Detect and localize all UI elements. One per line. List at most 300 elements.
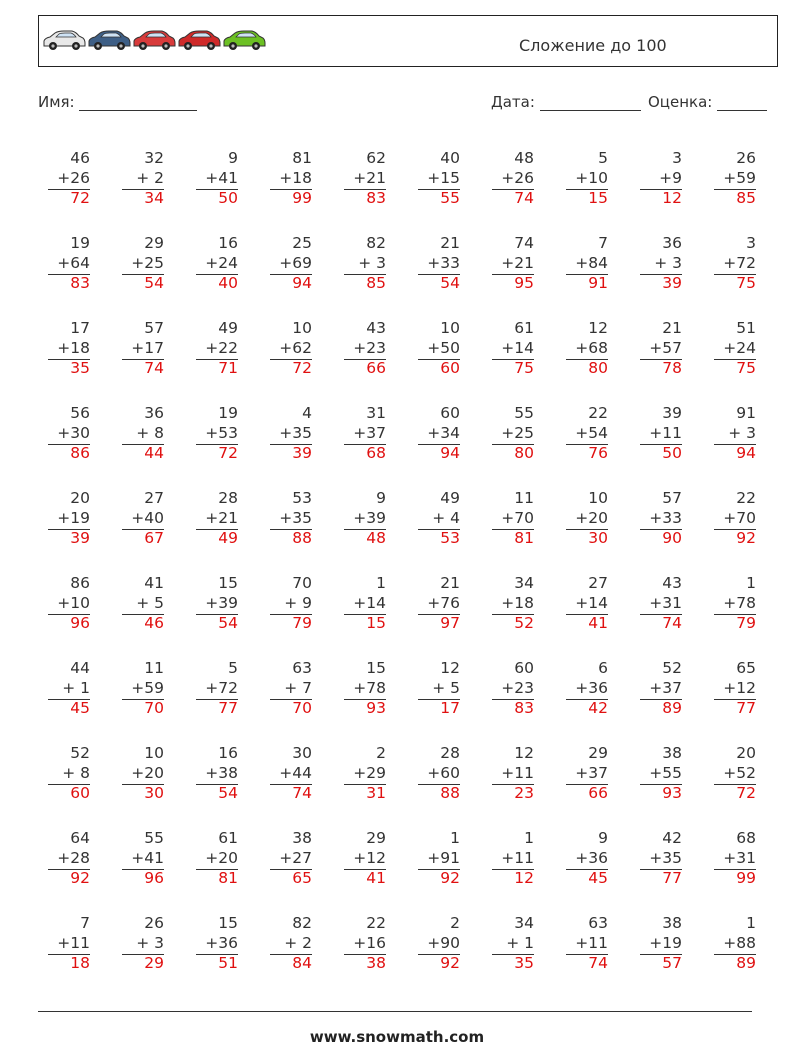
answer: 92: [736, 529, 756, 547]
answer: 45: [70, 699, 90, 717]
addend-bottom: +18: [279, 168, 312, 187]
problem: [188, 574, 238, 634]
problem: [632, 659, 682, 719]
addend-bottom: + 3: [136, 933, 164, 952]
addend-bottom: +21: [353, 168, 386, 187]
problem: [632, 404, 682, 464]
answer: 81: [218, 869, 238, 887]
problem: [40, 574, 90, 634]
problem: [262, 319, 312, 379]
addend-top: 40: [440, 149, 460, 167]
addend-top: 29: [588, 744, 608, 762]
date-field[interactable]: [491, 93, 641, 111]
problem: [632, 914, 682, 974]
problem: [114, 914, 164, 974]
grade-blank[interactable]: [717, 96, 767, 111]
addend-bottom: +16: [353, 933, 386, 952]
addend-bottom: +36: [575, 678, 608, 697]
addend-top: 2: [450, 914, 460, 932]
answer: 66: [588, 784, 608, 802]
name-label: Имя:: [38, 93, 75, 111]
answer: 80: [514, 444, 534, 462]
answer: 57: [662, 954, 682, 972]
answer: 54: [144, 274, 164, 292]
problem: [188, 404, 238, 464]
addend-bottom: +34: [427, 423, 460, 442]
problem: [262, 914, 312, 974]
addend-top: 34: [514, 574, 534, 592]
addend-top: 51: [736, 319, 756, 337]
answer: 75: [514, 359, 534, 377]
addend-top: 38: [292, 829, 312, 847]
addend-top: 15: [366, 659, 386, 677]
addend-top: 3: [672, 149, 682, 167]
problem: [40, 829, 90, 889]
problem: [632, 319, 682, 379]
problem: [410, 829, 460, 889]
addend-bottom: +55: [649, 763, 682, 782]
answer: 99: [736, 869, 756, 887]
addend-top: 36: [144, 404, 164, 422]
addend-bottom: +41: [205, 168, 238, 187]
answer: 93: [366, 699, 386, 717]
addend-bottom: +11: [57, 933, 90, 952]
addend-bottom: +50: [427, 338, 460, 357]
problem: [632, 149, 682, 209]
addend-top: 9: [376, 489, 386, 507]
date-label: Дата:: [491, 93, 535, 111]
answer: 54: [218, 784, 238, 802]
answer: 72: [218, 444, 238, 462]
answer: 90: [662, 529, 682, 547]
answer: 42: [588, 699, 608, 717]
addend-bottom: + 7: [284, 678, 312, 697]
addend-bottom: +14: [501, 338, 534, 357]
addend-top: 21: [440, 234, 460, 252]
addend-top: 1: [524, 829, 534, 847]
answer: 39: [292, 444, 312, 462]
answer: 95: [514, 274, 534, 292]
addend-top: 41: [144, 574, 164, 592]
addend-bottom: +68: [575, 338, 608, 357]
addend-top: 21: [440, 574, 460, 592]
answer: 50: [218, 189, 238, 207]
addend-bottom: +12: [723, 678, 756, 697]
problem: [262, 404, 312, 464]
answer: 77: [662, 869, 682, 887]
addend-top: 30: [292, 744, 312, 762]
addend-top: 1: [746, 574, 756, 592]
problem: [706, 744, 756, 804]
answer: 84: [292, 954, 312, 972]
addend-top: 60: [440, 404, 460, 422]
answer: 29: [144, 954, 164, 972]
problem: [40, 744, 90, 804]
answer: 31: [366, 784, 386, 802]
blue-car-icon: [89, 31, 130, 50]
answer: 30: [144, 784, 164, 802]
addend-top: 7: [80, 914, 90, 932]
addend-top: 49: [218, 319, 238, 337]
answer: 89: [736, 954, 756, 972]
problem: [558, 319, 608, 379]
problem: [410, 234, 460, 294]
problem: [336, 829, 386, 889]
problem: [484, 829, 534, 889]
addend-top: 19: [218, 404, 238, 422]
addend-bottom: +60: [427, 763, 460, 782]
answer: 77: [736, 699, 756, 717]
addend-top: 22: [588, 404, 608, 422]
addend-bottom: +31: [723, 848, 756, 867]
addend-top: 46: [70, 149, 90, 167]
addend-bottom: +35: [279, 508, 312, 527]
addend-bottom: +24: [723, 338, 756, 357]
addend-top: 26: [144, 914, 164, 932]
addend-top: 16: [218, 744, 238, 762]
problem: [410, 489, 460, 549]
addend-bottom: +25: [501, 423, 534, 442]
addend-top: 21: [662, 319, 682, 337]
addend-top: 10: [292, 319, 312, 337]
worksheet-title: Сложение до 100: [519, 36, 667, 55]
problem: [262, 829, 312, 889]
answer: 75: [736, 274, 756, 292]
addend-bottom: +40: [131, 508, 164, 527]
addend-top: 55: [144, 829, 164, 847]
addend-top: 68: [736, 829, 756, 847]
red-car-icon: [134, 31, 175, 50]
addend-bottom: +11: [501, 848, 534, 867]
problem: [114, 829, 164, 889]
problem: [336, 744, 386, 804]
addend-top: 82: [292, 914, 312, 932]
problem: [632, 234, 682, 294]
answer: 74: [292, 784, 312, 802]
problem: [558, 744, 608, 804]
problem: [706, 574, 756, 634]
addend-bottom: +35: [279, 423, 312, 442]
addend-top: 10: [440, 319, 460, 337]
answer: 39: [70, 529, 90, 547]
addend-bottom: +28: [57, 848, 90, 867]
problem: [114, 234, 164, 294]
date-blank[interactable]: [540, 96, 641, 111]
addend-bottom: +19: [649, 933, 682, 952]
addend-top: 10: [588, 489, 608, 507]
addend-top: 44: [70, 659, 90, 677]
addend-bottom: +29: [353, 763, 386, 782]
addend-top: 17: [70, 319, 90, 337]
addend-top: 43: [366, 319, 386, 337]
problem: [114, 659, 164, 719]
answer: 99: [292, 189, 312, 207]
problem: [336, 404, 386, 464]
addend-top: 70: [292, 574, 312, 592]
answer: 91: [588, 274, 608, 292]
answer: 94: [292, 274, 312, 292]
addend-top: 55: [514, 404, 534, 422]
addend-top: 1: [450, 829, 460, 847]
addend-top: 15: [218, 574, 238, 592]
answer: 80: [588, 359, 608, 377]
addend-top: 65: [736, 659, 756, 677]
addend-top: 9: [228, 149, 238, 167]
grade-field[interactable]: [648, 93, 767, 111]
problem: [188, 319, 238, 379]
problem: [336, 489, 386, 549]
answer: 72: [70, 189, 90, 207]
answer: 17: [440, 699, 460, 717]
cars-banner: [42, 28, 272, 54]
addend-top: 6: [598, 659, 608, 677]
problem: [114, 489, 164, 549]
addend-top: 63: [588, 914, 608, 932]
addend-bottom: +37: [353, 423, 386, 442]
addend-bottom: +11: [649, 423, 682, 442]
addend-bottom: +37: [575, 763, 608, 782]
addend-bottom: +30: [57, 423, 90, 442]
addend-top: 34: [514, 914, 534, 932]
answer: 70: [292, 699, 312, 717]
addend-bottom: +72: [205, 678, 238, 697]
answer: 92: [70, 869, 90, 887]
answer: 45: [588, 869, 608, 887]
addend-bottom: +72: [723, 253, 756, 272]
problem: [558, 234, 608, 294]
addend-bottom: +57: [649, 338, 682, 357]
addend-top: 52: [662, 659, 682, 677]
addend-bottom: +52: [723, 763, 756, 782]
addend-bottom: +10: [57, 593, 90, 612]
answer: 92: [440, 869, 460, 887]
answer: 12: [662, 189, 682, 207]
addend-top: 56: [70, 404, 90, 422]
answer: 94: [736, 444, 756, 462]
answer: 52: [514, 614, 534, 632]
answer: 97: [440, 614, 460, 632]
problem: [40, 234, 90, 294]
problem: [484, 659, 534, 719]
answer: 30: [588, 529, 608, 547]
problem: [188, 829, 238, 889]
problem: [484, 489, 534, 549]
addend-top: 64: [70, 829, 90, 847]
answer: 76: [588, 444, 608, 462]
answer: 93: [662, 784, 682, 802]
answer: 81: [514, 529, 534, 547]
problem: [410, 744, 460, 804]
addend-bottom: +35: [649, 848, 682, 867]
addend-bottom: +23: [501, 678, 534, 697]
answer: 65: [292, 869, 312, 887]
problem: [706, 234, 756, 294]
problem: [336, 659, 386, 719]
addend-top: 26: [736, 149, 756, 167]
addend-top: 15: [218, 914, 238, 932]
problem: [40, 659, 90, 719]
addend-bottom: +37: [649, 678, 682, 697]
answer: 67: [144, 529, 164, 547]
answer: 50: [662, 444, 682, 462]
answer: 74: [144, 359, 164, 377]
grade-label: Оценка:: [648, 93, 713, 111]
addend-bottom: +53: [205, 423, 238, 442]
answer: 88: [292, 529, 312, 547]
problem: [410, 149, 460, 209]
answer: 66: [366, 359, 386, 377]
problem: [114, 744, 164, 804]
problem: [484, 914, 534, 974]
addend-bottom: + 8: [136, 423, 164, 442]
problem: [632, 574, 682, 634]
answer: 15: [588, 189, 608, 207]
addend-bottom: +70: [723, 508, 756, 527]
addend-top: 10: [144, 744, 164, 762]
addend-bottom: +78: [353, 678, 386, 697]
addend-bottom: +84: [575, 253, 608, 272]
answer: 38: [366, 954, 386, 972]
problem: [632, 744, 682, 804]
problem: [114, 404, 164, 464]
answer: 41: [588, 614, 608, 632]
addend-bottom: +36: [575, 848, 608, 867]
answer: 55: [440, 189, 460, 207]
problem: [632, 829, 682, 889]
problem: [410, 404, 460, 464]
addend-top: 11: [514, 489, 534, 507]
addend-top: 42: [662, 829, 682, 847]
problem: [410, 574, 460, 634]
addend-top: 29: [366, 829, 386, 847]
addend-bottom: + 1: [62, 678, 90, 697]
name-field[interactable]: [38, 93, 197, 111]
answer: 85: [736, 189, 756, 207]
addend-bottom: + 5: [136, 593, 164, 612]
problem: [484, 574, 534, 634]
answer: 46: [144, 614, 164, 632]
problem: [40, 319, 90, 379]
addend-top: 27: [144, 489, 164, 507]
addend-bottom: +36: [205, 933, 238, 952]
answer: 83: [514, 699, 534, 717]
addend-top: 20: [70, 489, 90, 507]
answer: 70: [144, 699, 164, 717]
problem: [40, 149, 90, 209]
problem: [188, 149, 238, 209]
addend-bottom: +25: [131, 253, 164, 272]
addend-bottom: +69: [279, 253, 312, 272]
problem: [40, 914, 90, 974]
addend-top: 53: [292, 489, 312, 507]
addend-top: 20: [736, 744, 756, 762]
addend-top: 1: [376, 574, 386, 592]
addend-bottom: +12: [353, 848, 386, 867]
problem: [410, 319, 460, 379]
problem: [632, 489, 682, 549]
addend-bottom: +21: [205, 508, 238, 527]
problem: [410, 659, 460, 719]
problem: [706, 489, 756, 549]
problem: [114, 319, 164, 379]
name-blank[interactable]: [79, 96, 197, 111]
answer: 86: [70, 444, 90, 462]
answer: 18: [70, 954, 90, 972]
problem: [558, 404, 608, 464]
addend-top: 31: [366, 404, 386, 422]
answer: 35: [514, 954, 534, 972]
problem: [558, 829, 608, 889]
addend-top: 16: [218, 234, 238, 252]
addend-bottom: +27: [279, 848, 312, 867]
addend-bottom: +38: [205, 763, 238, 782]
addend-bottom: +33: [649, 508, 682, 527]
problem: [40, 489, 90, 549]
addend-bottom: +54: [575, 423, 608, 442]
addend-bottom: +23: [353, 338, 386, 357]
answer: 49: [218, 529, 238, 547]
header-box: [38, 15, 778, 67]
addend-bottom: +90: [427, 933, 460, 952]
addend-bottom: +78: [723, 593, 756, 612]
addend-bottom: + 4: [432, 508, 460, 527]
addend-top: 12: [588, 319, 608, 337]
addend-bottom: +19: [57, 508, 90, 527]
answer: 68: [366, 444, 386, 462]
addend-top: 27: [588, 574, 608, 592]
problem: [262, 574, 312, 634]
problem: [336, 319, 386, 379]
answer: 72: [292, 359, 312, 377]
answer: 60: [70, 784, 90, 802]
answer: 34: [144, 189, 164, 207]
addend-bottom: +10: [575, 168, 608, 187]
answer: 79: [292, 614, 312, 632]
addend-bottom: +15: [427, 168, 460, 187]
addend-top: 49: [440, 489, 460, 507]
addend-bottom: +24: [205, 253, 238, 272]
problem: [40, 404, 90, 464]
addend-bottom: +20: [131, 763, 164, 782]
problem: [484, 319, 534, 379]
addend-top: 22: [736, 489, 756, 507]
addend-top: 12: [440, 659, 460, 677]
addend-bottom: +59: [723, 168, 756, 187]
addend-bottom: + 1: [506, 933, 534, 952]
addend-top: 74: [514, 234, 534, 252]
problem: [706, 319, 756, 379]
addend-bottom: +39: [353, 508, 386, 527]
addend-bottom: +17: [131, 338, 164, 357]
addend-top: 63: [292, 659, 312, 677]
addend-top: 36: [662, 234, 682, 252]
addend-bottom: +44: [279, 763, 312, 782]
problem: [706, 914, 756, 974]
addend-top: 57: [662, 489, 682, 507]
problem: [706, 659, 756, 719]
footer-url[interactable]: www.snowmath.com: [309, 1028, 485, 1046]
addend-bottom: +88: [723, 933, 756, 952]
addend-bottom: +14: [575, 593, 608, 612]
answer: 54: [440, 274, 460, 292]
answer: 48: [366, 529, 386, 547]
addend-top: 7: [598, 234, 608, 252]
answer: 41: [366, 869, 386, 887]
problem: [558, 659, 608, 719]
addend-bottom: +76: [427, 593, 460, 612]
answer: 96: [144, 869, 164, 887]
white-car-icon: [44, 31, 85, 50]
